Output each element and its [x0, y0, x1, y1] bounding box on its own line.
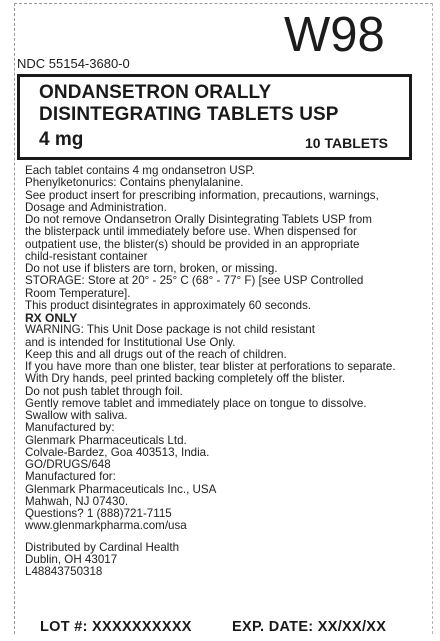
ndc-number: NDC 55154-3680-0 [17, 56, 130, 71]
text-line: GO/DRUGS/648 [25, 458, 111, 471]
text-line: child-resistant container [25, 249, 148, 263]
text-line: Keep this and all drugs out of the reach of children. [25, 347, 287, 361]
text-line: Do not push tablet through foil. [25, 384, 183, 398]
text-line: Questions? 1 (888)721-7115 [25, 507, 172, 520]
rx-only-heading: RX ONLY [25, 311, 78, 325]
text-line: Gently remove tablet and immediately place on tongue to dissolve. [25, 396, 367, 410]
text-line: Phenylketonurics: Contains phenylalanine. [25, 176, 244, 190]
expiration-date: EXP. DATE: XX/XX/XX [232, 619, 387, 635]
drug-name-line-2: DISINTEGRATING TABLETS USP [39, 104, 339, 125]
drug-name [39, 82, 339, 126]
drug-name-line-1: ONDANSETRON ORALLY [39, 82, 272, 103]
text-line: and is intended for Institutional Use Only. [25, 335, 236, 349]
text-line: Manufactured by: [25, 421, 115, 435]
text-line: WARNING: This Unit Dose package is not child resistant [25, 323, 315, 337]
text-line: www.glenmarkpharma.com/usa [25, 519, 187, 533]
tablet-count: 10 TABLETS [305, 135, 388, 151]
text-line: Glenmark Pharmaceuticals Inc., USA [25, 482, 217, 496]
text-line: Dosage and Administration. [25, 200, 167, 214]
text-line: Swallow with saliva. [25, 409, 128, 422]
text-line: the blisterpack until immediately before use. When dispensed for [25, 225, 357, 239]
text-line: outpatient use, the blister(s) should be provided in an appropriate [25, 237, 360, 251]
text-line: Glenmark Pharmaceuticals Ltd. [25, 433, 187, 447]
text-line: STORAGE: Store at 20° - 25° C (68° - 77° F) [see USP Controlled [25, 274, 364, 288]
package-code: W98 [284, 8, 385, 62]
text-line: Mahwah, NJ 07430. [25, 494, 129, 508]
text-line: Manufactured for: [25, 470, 116, 484]
text-line: Each tablet contains 4 mg ondansetron USP. [25, 164, 255, 177]
text-line: This product disintegrates in approximately 60 seconds. [25, 298, 312, 312]
text-line: Room Temperature]. [25, 286, 131, 300]
product-title-box [17, 74, 412, 160]
text-line: Do not use if blisters are torn, broken, or missing. [25, 262, 278, 275]
label-body-text [25, 165, 430, 578]
text-line: L48843750318 [25, 565, 103, 578]
text-line: Distributed by Cardinal Health [25, 540, 180, 554]
text-line: Dublin, OH 43017 [25, 552, 118, 566]
text-line: With Dry hands, peel printed backing completely off the blister. [25, 372, 346, 386]
text-line: If you have more than one blister, tear blister at perforations to separate. [25, 360, 396, 373]
lot-number: LOT #: XXXXXXXXXX [40, 619, 192, 635]
text-line: Colvale-Bardez, Goa 403513, India. [25, 445, 210, 459]
text-line: See product insert for prescribing information, precautions, warnings, [25, 188, 379, 202]
drug-strength: 4 mg [39, 129, 84, 150]
text-line: Do not remove Ondansetron Orally Disintegrating Tablets USP from [25, 213, 372, 226]
